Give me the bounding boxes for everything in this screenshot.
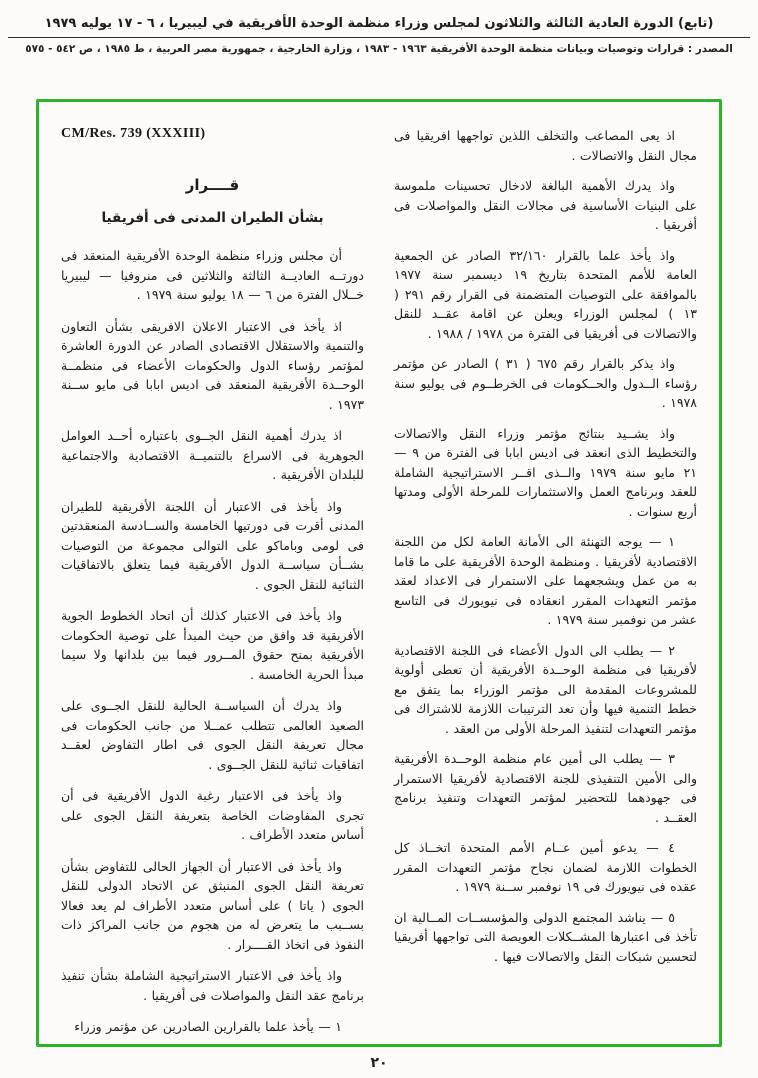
header-source-line: المصدر : قرارات وتوصيات وبيانات منظمة الوحدة الأفريقية ١٩٦٣ - ١٩٨٣ ، وزارة الخارجية ، جمهورية مصر العربية ، ط ١٩٨٥ ، ص ٥٤٢ - ٥٧٥ bbox=[25, 43, 733, 55]
paragraph: واذ يأخذ فى الاعتبار كذلك أن اتحاد الخطوط الجوية الأفريقية قد وافق من حيث المبدأ على توصية الحكومات الأفريقية بمنح حقوق المــرور فيما بين بلدانها ولا سيما مبدأ الحرية الخامسة . bbox=[61, 608, 364, 682]
header-divider bbox=[8, 37, 750, 38]
operative-paragraph-3: ٣ — يطلب الى أمين عام منظمة الوحــدة الأفريقية والى الأمين التنفيذى للجنة الاقتصادية لأفريقيا الاستمرار فى جهودهما للتحضير لمؤتمر التعهدات وتنفيذ برنامج العقــد . bbox=[394, 751, 697, 825]
paragraph: واذ يأخذ فى الاعتبار أن الجهاز الحالى للتفاوض بشأن تعريفة النقل الجوى المنبثق عن الاتحاد الدولى للنقل الجوى ( ياتا ) على أساس متعدد الأطراف لم يعد فعالا بســبب ما يتعرض له من هجوم من جانب المراكز ذات النفوذ فى اتخاذ القــــرار . bbox=[61, 858, 364, 952]
operative-paragraph-2: ٢ — يطلب الى الدول الأعضاء فى اللجنة الاقتصادية لأفريقيا فى منظمة الوحــدة الأفريقية أن تعطى أولوية للمشروعات المقدمة الى مؤتمر الوزراء بما يتفق مع خطط التنمية فيها وأن تعد الترتيبات اللازمة للاشتراك فى مؤتمر التعهدات لتنفيذ المرحلة الأولى من العقد . bbox=[394, 642, 697, 736]
header-session-title: (تابع) الدورة العادية الثالثة والثلاثون لمجلس وزراء منظمة الوحدة الأفريقية في ليبيريا ، ٦ - ١٧ يوليه ١٩٧٩ bbox=[44, 16, 714, 31]
document-frame bbox=[36, 99, 722, 1047]
paragraph: اذ يعى المصاعب والتخلف اللذين تواجهها افريقيا فى مجال النقل والاتصالات . bbox=[394, 128, 697, 163]
paragraph: واذ يأخذ فى الاعتبار الاستراتيجية الشاملة بشأن تنفيذ برنامج عقد النقل والمواصلات فى أفريقيا . bbox=[61, 968, 364, 1003]
resolution-reference: CM/Res. 739 (XXXIII) bbox=[61, 126, 206, 141]
paragraph: واذ يشــيد بنتائج مؤتمر وزراء النقل والاتصالات والتخطيط الذى انعقد فى اديس ابابا فى الفترة من ٩ — ٢١ مايو سنة ١٩٧٩ والــذى اقــر الاستراتيجية الشاملة للعقد وبرنامج العمل والاستثمارات للمرحلة الأولى ومدتها أربع سنوات . bbox=[394, 425, 697, 519]
paragraph: اذ يدرك أهمية النقل الجــوى باعتباره أحــد العوامل الجوهرية فى الاسراع بالتنميــة الاقتصادية والاجتماعية للبلدان الأفريقية . bbox=[61, 428, 364, 482]
paragraph: واذ يأخذ فى الاعتبار أن اللجنة الأفريقية للطيران المدنى أقرت فى دورتيها الخامسة والســادسة المنعقدتين فى لومى وباماكو على التوالى مجموعة من التوصيات بشــأن سياســة الدول الأفريقية فيما يتعلق بالاتفاقيات الثنائية للنقل الجوى . bbox=[61, 498, 364, 592]
paragraph: واذ يدرك الأهمية البالغة لادخال تحسينات ملموسة على البنيات الأساسية فى مجالات النقل والمواصلات فى أفريقيا . bbox=[394, 178, 697, 232]
right-column bbox=[394, 126, 697, 1026]
paragraph: واذ يأخذ فى الاعتبار رغبة الدول الأفريقية فى أن تجرى المفاوضات الخاصة بتعريفة النقل الجوى على أساس متعدد الأطراف . bbox=[61, 788, 364, 842]
two-column-layout bbox=[61, 126, 697, 1034]
paragraph: اذ يأخذ فى الاعتبار الاعلان الافريقى بشأن التعاون والتنمية والاستقلال الاقتصادى الصادر عن الدورة العاشرة لمؤتمر رؤساء الدول والحكومات الأعضاء فى منظمــة الوحــدة الأفريقية المنعقد فى اديس ابابا فى مايو ســنة ١٩٧٣ . bbox=[61, 318, 364, 412]
operative-paragraph-1: ١ — يوجه التهنئة الى الأمانة العامة لكل من اللجنة الاقتصادية لأفريقيا . ومنظمة الوحدة الأفريقية على ما قاما به من عمل ويشجعهما على الاستمرار فى الاعداد لعقد مؤتمر التعهدات المقرر انعقاده فى نيويورك فى التاسع عشر من نوفمبر سنة ١٩٧٩ . bbox=[394, 534, 697, 627]
operative-paragraph-5: ٥ — يناشد المجتمع الدولى والمؤسســات المــالية ان تأخذ فى اعتبارها المشــكلات العويصة التى تواجهها أفريقيا لتحسين شبكات النقل والاتصالات فيها . bbox=[394, 909, 697, 964]
resolution-subtitle: بشأن الطيران المدنى فى أفريقيا bbox=[101, 210, 324, 226]
paragraph: أن مجلس وزراء منظمة الوحدة الأفريقية المنعقد فى دورتــه العاديــة الثالثة والثلاثين فى منروفيا — ليبيريا خــلال الفترة من ٦ — ١٨ يوليو سنة ١٩٧٩ . bbox=[61, 248, 364, 302]
operative-paragraph-4: ٤ — يدعو أمين عــام الأمم المتحدة اتخــاذ كل الخطوات اللازمة لضمان نجاح مؤتمر التعهدات المقرر عقده فى نيويورك فى ١٩ نوفمبر ســنة ١٩٧٩ . bbox=[394, 840, 697, 894]
left-column bbox=[61, 126, 364, 1034]
operative-paragraph-1: ١ — يأخذ علما بالقرارين الصادرين عن مؤتمر وزراء bbox=[74, 1019, 342, 1034]
page-header bbox=[0, 0, 758, 55]
page-number: ٢٠ bbox=[370, 1055, 388, 1071]
resolution-title: قــــرار bbox=[185, 176, 240, 194]
paragraph: واذ يذكر بالقرار رقم ٦٧٥ ( ٣١ ) الصادر عن مؤتمر رؤساء الــدول والحــكومات فى الخرطــوم فى يوليو سنة ١٩٧٨ . bbox=[394, 356, 697, 410]
paragraph: واذ يدرك أن السياســة الحالية للنقل الجــوى على الصعيد العالمى تتطلب عمــلا من جانب الحكومات فى مجال تعريفة النقل الجوى فى اطار التفاوض لعقــد اتفاقيات ثنائية للنقل الجــوى . bbox=[61, 698, 364, 772]
paragraph: واذ يأخذ علما بالقرار ٣٢/١٦٠ الصادر عن الجمعية العامة للأمم المتحدة بتاريخ ١٩ ديسمبر سنة ١٩٧٧ بالموافقة على التوصيات المتضمنة فى القرار رقم ٢٩١ ( ١٣ ) لمجلس الوزراء ويعلن عن اقامة عقــد للنقل والاتصالات فى أفريقيا فى الفترة من ١٩٧٨ / ١٩٨٨ . bbox=[394, 247, 697, 341]
